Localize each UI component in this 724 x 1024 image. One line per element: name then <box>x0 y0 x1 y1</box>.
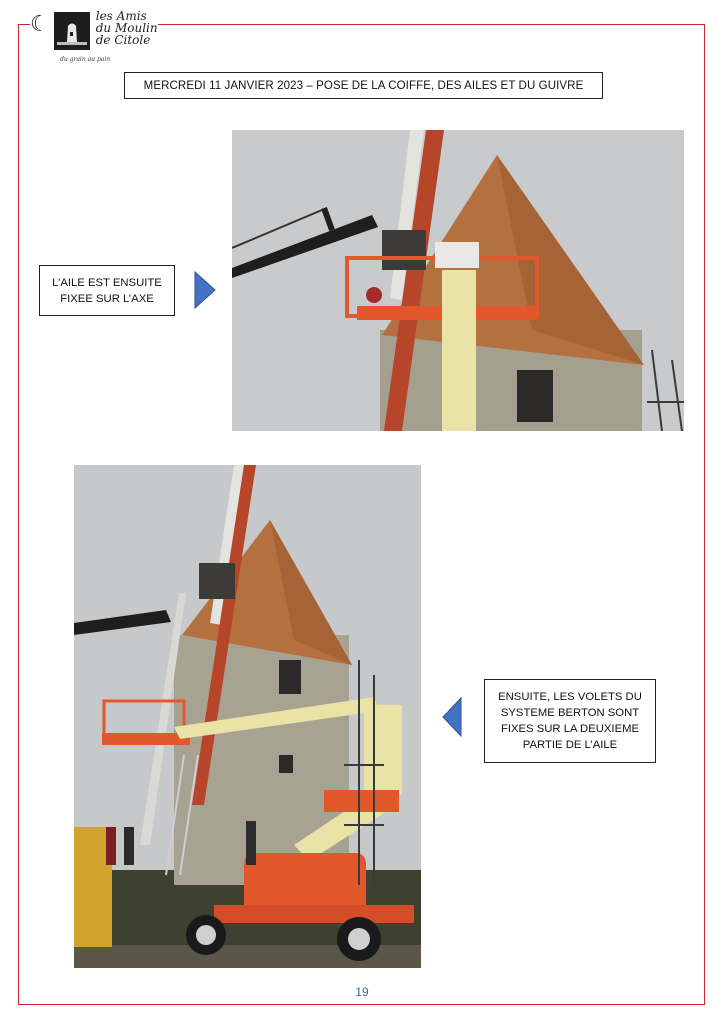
photo-wing-fixed-on-axle <box>232 130 684 431</box>
page-number: 19 <box>355 985 369 999</box>
logo-line1: les Amis <box>95 9 147 23</box>
photo-2-image <box>74 465 421 968</box>
page-title: MERCREDI 11 JANVIER 2023 – POSE DE LA COIFFE, DES AILES ET DU GUIVRE <box>124 72 603 99</box>
arrow-right-icon <box>193 270 217 310</box>
arrow-left-icon <box>441 696 463 738</box>
logo-line3: de Citole <box>95 33 151 47</box>
logo-tagline: du grain au pain <box>60 56 111 63</box>
photo-berton-shutters <box>74 465 421 968</box>
windmill-logo-icon <box>54 12 90 50</box>
association-logo <box>30 8 158 70</box>
caption-wing-fixed: L’AILE EST ENSUITE FIXEE SUR L’AXE <box>39 265 175 316</box>
photo-1-image <box>232 130 684 431</box>
caption-berton-shutters: ENSUITE, LES VOLETS DU SYSTEME BERTON SONT FIXES SUR LA DEUXIEME PARTIE DE L’AILE <box>484 679 656 763</box>
logo-text <box>96 10 158 46</box>
logo-line2: du Moulin <box>95 21 158 35</box>
ornament-icon: ☾ <box>30 12 50 37</box>
